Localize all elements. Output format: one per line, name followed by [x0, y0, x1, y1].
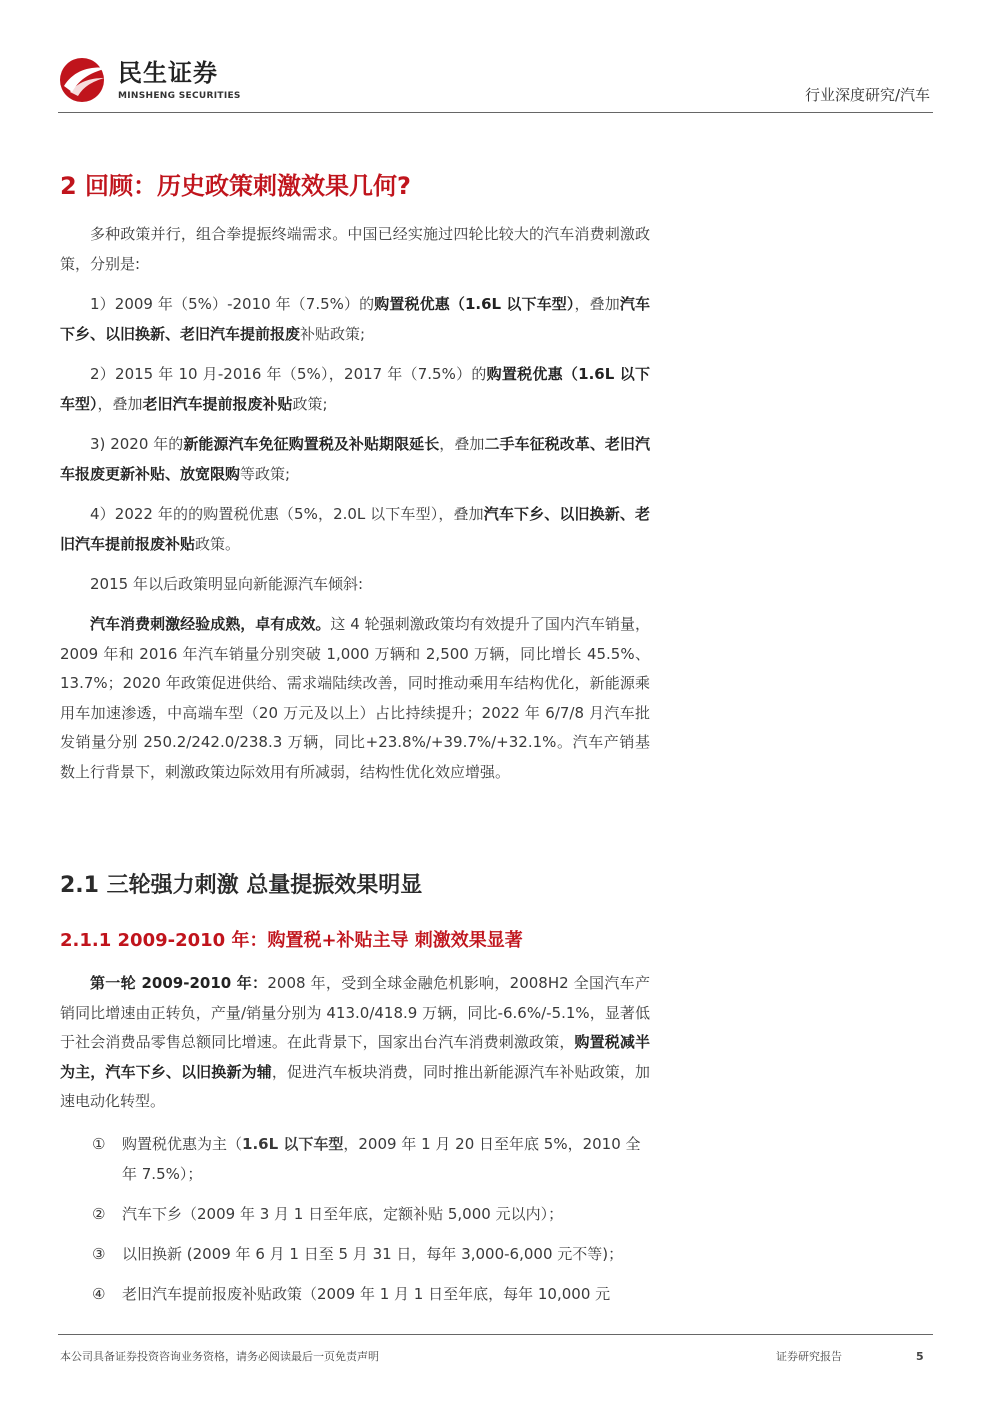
minsheng-logo-icon	[58, 56, 110, 104]
text: ，叠加	[97, 394, 143, 413]
bold-text: 汽车下乡、以旧换新、老旧汽车提前报废	[60, 295, 650, 343]
footer-divider	[58, 1334, 933, 1335]
text: 政策;	[292, 394, 328, 413]
subsection-title: 2.1 三轮强力刺激 总量提振效果明显	[60, 873, 423, 898]
text: ，叠加	[574, 295, 620, 313]
footer-doc-type: 证券研究报告	[776, 1350, 842, 1363]
logo-chinese-name: 民生证券	[118, 59, 218, 87]
bold-text: 购置税优惠（1.6L 以下车型）	[374, 295, 575, 313]
list-item	[92, 1130, 652, 1189]
report-category: 行业深度研究/汽车	[804, 86, 930, 104]
sub-subsection-title: 2.1.1 2009-2010 年：购置税+补贴主导 刺激效果显著	[60, 930, 523, 951]
text: 老旧汽车提前报废补贴政策（2009 年 1 月 1 日至年底，每年 10,000 元	[122, 1285, 611, 1303]
bold-text: 购置税减半为主，汽车下乡、以旧换新为辅	[60, 1033, 650, 1081]
text: 补贴政策;	[300, 324, 366, 343]
text: 3) 2020 年的	[90, 435, 184, 453]
paragraph-intro: 多种政策并行，组合拳提振终端需求。中国已经实施过四轮比较大的汽车消费刺激政策，分别是:	[60, 225, 650, 273]
bold-text: 新能源汽车免征购置税及补贴期限延长	[183, 435, 440, 453]
paragraph-policy-2	[60, 360, 650, 419]
paragraph-policy-4	[60, 500, 650, 559]
logo-english-name: MINSHENG SECURITIES	[118, 91, 241, 101]
header-divider	[58, 112, 933, 113]
text: 政策。	[195, 534, 241, 553]
paragraph-policy-3	[60, 430, 650, 489]
list-number: ④	[92, 1285, 106, 1303]
page-number: 5	[916, 1350, 924, 1363]
text: 汽车下乡（2009 年 3 月 1 日至年底，定额补贴 5,000 元以内）；	[122, 1205, 564, 1223]
text: 以旧换新 (2009 年 6 月 1 日至 5 月 31 日，每年 3,000-6,000 元不等)；	[122, 1245, 624, 1263]
paragraph-policy-1	[60, 290, 650, 349]
text: ，2009 年 1 月 20 日至年底 5%，2010 全年 7.5%）；	[122, 1135, 641, 1183]
text: ，促进汽车板块消费，同时推出新能源汽车补贴政策，加速电动化转型。	[60, 1062, 650, 1111]
text: 2）2015 年 10 月-2016 年（5%），2017 年（7.5%）的	[90, 365, 487, 383]
list-item	[92, 1240, 652, 1270]
text: 2008 年，受到全球金融危机影响，2008H2 全国汽车产销同比增速由正转负，产量/销量分别为 413.0/418.9 万辆，同比-6.6%/-5.1%，显著低于社会消费品零售总额同比增速。在此背景下，国家出台汽车消费刺激政策，	[60, 974, 650, 1052]
list-number: ①	[92, 1135, 106, 1153]
bold-text: 二手车征税改革、老旧汽车报废更新补贴、放宽限购	[60, 435, 650, 483]
bold-text: 老旧汽车提前报废补贴	[142, 394, 293, 413]
footer-disclaimer: 本公司具备证券投资咨询业务资格，请务必阅读最后一页免责声明	[60, 1350, 379, 1363]
text: 这 4 轮强刺激政策均有效提升了国内汽车销量，2009 年和 2016 年汽车销量分别突破 1,000 万辆和 2,500 万辆，同比增长 45.5%、13.7%；2020 年政策促进供给、需求端陆续改善，同时推动乘用车结构优化，新能源乘用车加速渗透，中高端车型（20 万元及以上）占比持续提升；2022 年 6/7/8 月汽车批发销量分别 250.2/242.0/238.3 万辆，同比+23.8%/+39.7%/+32.1%。汽车产销基数上行背景下，刺激政策边际效用有所减弱，结构性优化效应增强。	[60, 615, 650, 781]
text: 购置税优惠为主（	[122, 1135, 243, 1153]
text: 等政策;	[240, 464, 291, 483]
text: 1）2009 年（5%）-2010 年（7.5%）的	[90, 295, 375, 313]
list-item	[92, 1280, 652, 1310]
paragraph-nev-shift: 2015 年以后政策明显向新能源汽车倾斜:	[90, 575, 363, 593]
list-item	[92, 1200, 652, 1230]
text: ，叠加	[439, 435, 485, 453]
section-title: 2 回顾：历史政策刺激效果几何?	[60, 172, 411, 200]
bold-text: 汽车下乡、以旧换新、老旧汽车提前报废补贴	[60, 505, 650, 553]
text: 4）2022 年的的购置税优惠（5%，2.0L 以下车型），叠加	[90, 505, 484, 523]
list-number: ③	[92, 1245, 106, 1263]
paragraph-effect-summary	[60, 610, 650, 788]
bold-text: 汽车消费刺激经验成熟，卓有成效。	[90, 615, 331, 633]
list-number: ②	[92, 1205, 106, 1223]
bold-text: 1.6L 以下车型	[242, 1135, 344, 1153]
bold-text: 第一轮 2009-2010 年：	[90, 974, 268, 992]
bold-text: 购置税优惠（1.6L 以下车型）	[60, 365, 651, 413]
paragraph-round-one	[60, 969, 650, 1117]
